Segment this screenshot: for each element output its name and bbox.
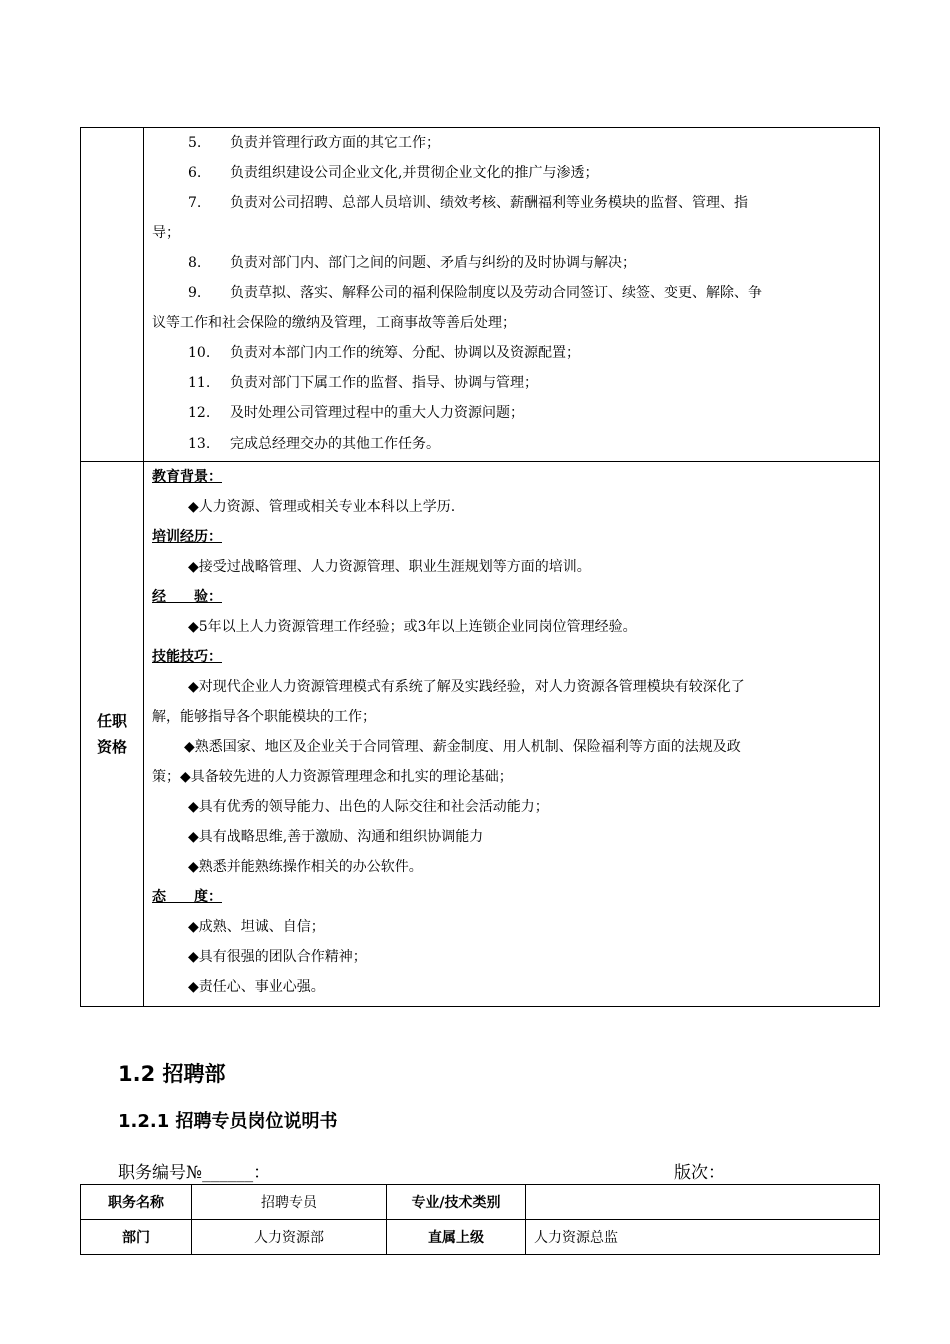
training-heading: 培训经历： (152, 529, 222, 545)
duty-item: 5. 负责并管理行政方面的其它工作； (188, 135, 440, 151)
duty-item: 10. 负责对本部门内工作的统筹、分配、协调以及资源配置； (188, 345, 580, 361)
skills-item: ◆对现代企业人力资源管理模式有系统了解及实践经验，对人力资源各管理模块有较深化了 (188, 679, 745, 695)
education-item: ◆人力资源、管理或相关专业本科以上学历. (188, 499, 456, 515)
table-row (81, 1220, 880, 1255)
duty-item: 6. 负责组织建设公司企业文化,并贯彻企业文化的推广与渗透； (188, 165, 599, 181)
skills-heading: 技能技巧： (152, 649, 222, 665)
qualifications-label-line1: 任职 (96, 712, 127, 730)
duty-item: 7. 负责对公司招聘、总部人员培训、绩效考核、薪酬福利等业务模块的监督、管理、指 (188, 195, 748, 211)
attitude-item: ◆具有很强的团队合作精神； (188, 949, 367, 965)
section-heading: 1.2 招聘部 (118, 1062, 226, 1086)
job-number-label: 职务编号№______： (118, 1163, 271, 1183)
duty-item-continued: 导； (152, 225, 180, 241)
version-label: 版次： (674, 1163, 725, 1183)
training-item: ◆接受过战略管理、人力资源管理、职业生涯规划等方面的培训。 (188, 559, 591, 575)
experience-heading: 经 验： (152, 589, 222, 605)
skills-item: ◆具有战略思维,善于激励、沟通和组织协调能力 (188, 829, 484, 845)
department-value: 人力资源部 (192, 1220, 387, 1255)
qualifications-label-cell (81, 462, 144, 1007)
skills-item: ◆熟悉国家、地区及企业关于合同管理、薪金制度、用人机制、保险福利等方面的法规及政 (184, 739, 741, 755)
skills-item-continued: 解，能够指导各个职能模块的工作； (152, 709, 376, 725)
table-row (81, 1185, 880, 1220)
duties-cell (144, 128, 880, 462)
skills-item-continued: 策；◆具备较先进的人力资源管理理念和扎实的理论基础； (152, 769, 513, 785)
qualifications-label-line2: 资格 (96, 738, 127, 756)
duty-item-continued: 议等工作和社会保险的缴纳及管理，工商事故等善后处理； (152, 315, 516, 331)
specialty-label: 专业/技术类别 (387, 1185, 526, 1220)
duties-label-cell (81, 128, 144, 462)
duty-item: 8. 负责对部门内、部门之间的问题、矛盾与纠纷的及时协调与解决； (188, 255, 636, 271)
job-info-table (80, 1184, 880, 1255)
job-title-value: 招聘专员 (192, 1185, 387, 1220)
job-title-label: 职务名称 (81, 1185, 192, 1220)
duty-item: 11. 负责对部门下属工作的监督、指导、协调与管理； (188, 375, 538, 391)
experience-item: ◆5年以上人力资源管理工作经验；或3年以上连锁企业同岗位管理经验。 (188, 619, 637, 635)
attitude-item: ◆成熟、坦诚、自信； (188, 919, 325, 935)
supervisor-label: 直属上级 (387, 1220, 526, 1255)
duty-item: 12. 及时处理公司管理过程中的重大人力资源问题； (188, 405, 524, 421)
duty-item: 9. 负责草拟、落实、解释公司的福利保险制度以及劳动合同签订、续签、变更、解除、争 (188, 285, 762, 301)
skills-item: ◆熟悉并能熟练操作相关的办公软件。 (188, 859, 423, 875)
skills-item: ◆具有优秀的领导能力、出色的人际交往和社会活动能力； (188, 799, 549, 815)
duty-item: 13. 完成总经理交办的其他工作任务。 (188, 436, 440, 452)
duties-qualifications-table (80, 127, 880, 1007)
supervisor-value: 人力资源总监 (526, 1220, 880, 1255)
subsection-heading: 1.2.1 招聘专员岗位说明书 (118, 1111, 338, 1132)
education-heading: 教育背景： (152, 469, 222, 485)
department-label: 部门 (81, 1220, 192, 1255)
attitude-heading: 态 度： (152, 889, 222, 905)
specialty-value (526, 1185, 880, 1220)
attitude-item: ◆责任心、事业心强。 (188, 979, 325, 995)
qualifications-cell (144, 462, 880, 1007)
